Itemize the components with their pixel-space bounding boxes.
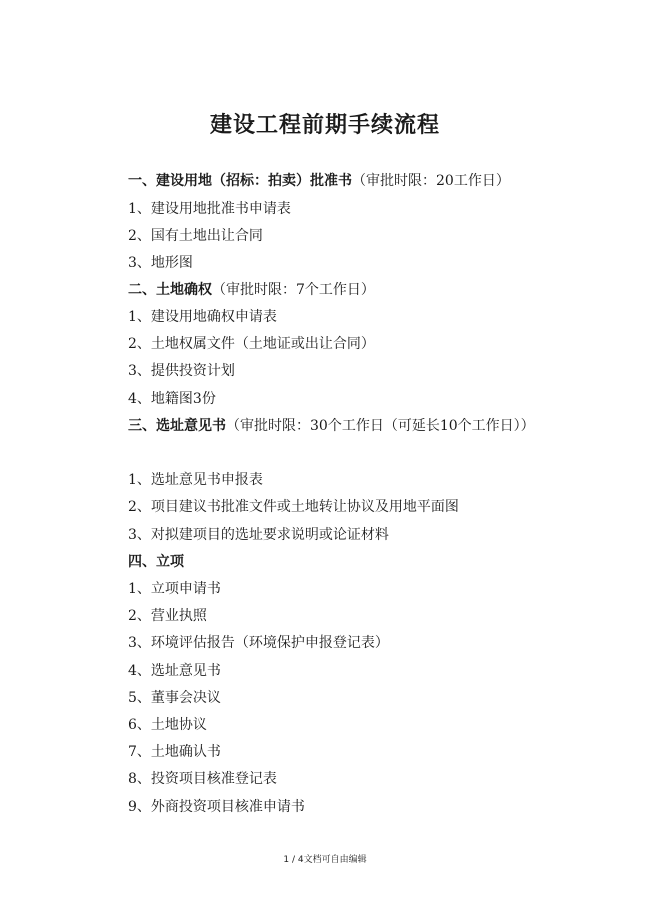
list-item: 2、国有土地出让合同 <box>128 228 263 244</box>
list-item: 4、选址意见书 <box>128 663 221 679</box>
list-item: 8、投资项目核准登记表 <box>128 771 277 787</box>
list-item: 9、外商投资项目核准申请书 <box>128 799 305 815</box>
section-heading-2-title: 二、土地确权 <box>128 282 212 298</box>
section-heading-2 <box>100 277 578 304</box>
list-item: 5、董事会决议 <box>128 690 221 706</box>
list-item: 1、立项申请书 <box>128 581 221 597</box>
document-title: 建设工程前期手续流程 <box>209 113 440 138</box>
list-item: 2、土地权属文件（土地证或出让合同） <box>128 336 375 352</box>
list-item: 3、环境评估报告（环境保护申报登记表） <box>128 635 389 651</box>
list-item: 4、地籍图3份 <box>128 391 216 407</box>
list-item: 3、地形图 <box>128 255 193 271</box>
list-item: 3、对拟建项目的选址要求说明或论证材料 <box>128 527 389 543</box>
list-item: 2、项目建议书批准文件或土地转让协议及用地平面图 <box>128 499 459 515</box>
page-footer: 1 / 4文档可自由编辑 <box>283 855 367 865</box>
section-heading-1-note: （审批时限：20工作日） <box>352 173 510 189</box>
section-heading-3-note: （审批时限：30个工作日（可延长10个工作日）） <box>226 418 535 434</box>
list-item: 2、营业执照 <box>128 608 207 624</box>
section-heading-3-title: 三、选址意见书 <box>128 418 226 434</box>
section-heading-4 <box>100 549 578 576</box>
section-heading-1 <box>100 168 578 195</box>
list-item: 7、土地确认书 <box>128 744 221 760</box>
section-heading-4-title: 四、立项 <box>128 554 184 570</box>
list-item: 1、建设用地确权申请表 <box>128 309 277 325</box>
list-item: 6、土地协议 <box>128 717 207 733</box>
section-heading-1-title: 一、建设用地（招标：拍卖）批准书 <box>128 173 352 189</box>
section-heading-2-note: （审批时限：7个工作日） <box>212 282 375 298</box>
list-item: 1、选址意见书申报表 <box>128 472 263 488</box>
list-item: 1、建设用地批准书申请表 <box>128 201 291 217</box>
list-item: 3、提供投资计划 <box>128 363 235 379</box>
section-heading-3 <box>100 413 550 440</box>
